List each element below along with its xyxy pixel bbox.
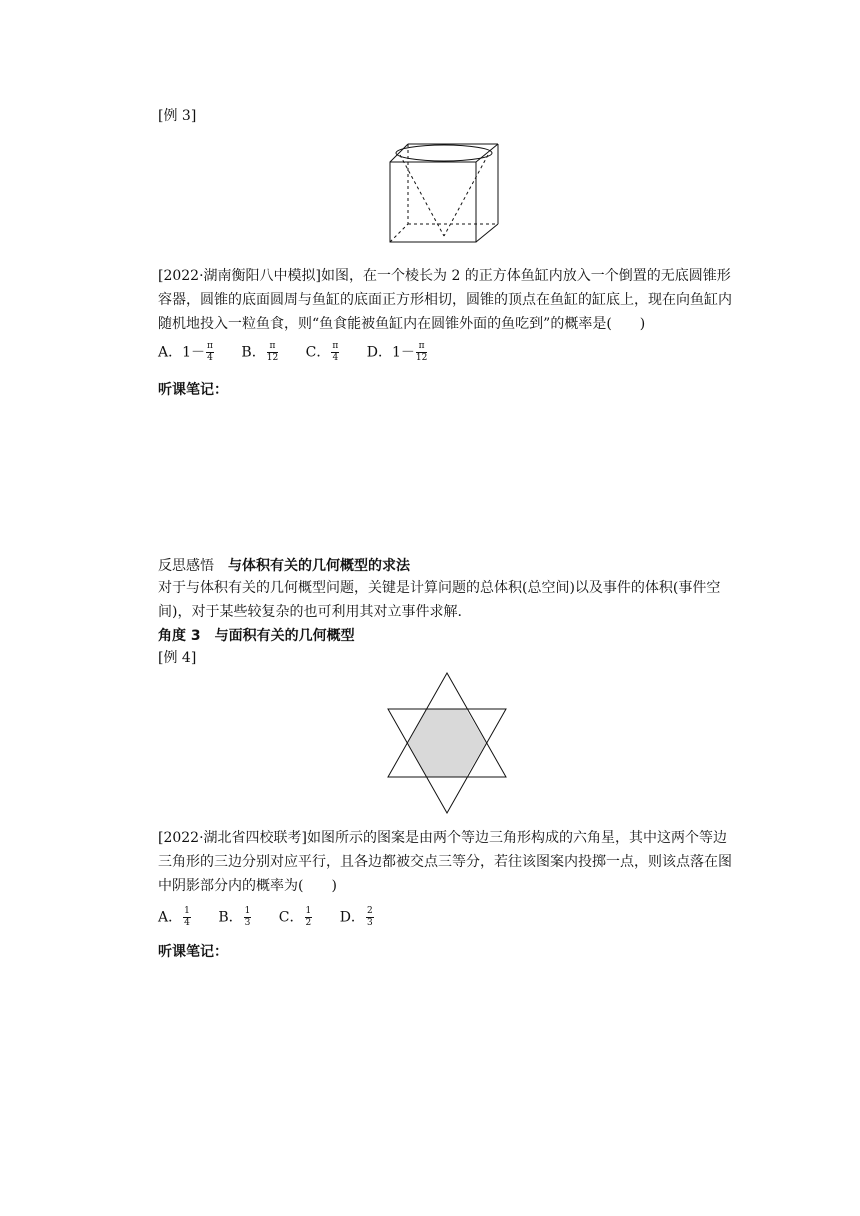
reflection-heading-label: 反思感悟 <box>158 558 214 574</box>
option-d[interactable]: D．1－ $\frac{\pi}{12}$ <box>366 341 428 363</box>
angle-3-label: 角度 3 <box>158 628 201 644</box>
option-c[interactable]: C． $\frac{\pi}{4}$ <box>305 341 339 363</box>
option-d[interactable]: D． $\frac{2}{3}$ <box>339 906 373 928</box>
option-a[interactable]: A． $\frac{1}{4}$ <box>158 906 190 928</box>
example-3-problem: [2022·湖南衡阳八中模拟]如图，在一个棱长为 2 的正方体鱼缸内放入一个倒置的无底圆锥形容器，圆锥的底面圆周与鱼缸的底面正方形相切，圆锥的顶点在鱼缸的缸底上，现在向鱼缸内随机地投入一粒鱼食，则“鱼食能被鱼缸内在圆锥外面的鱼吃到”的概率是( ) <box>158 268 732 332</box>
example-3-label: [例 3] <box>158 108 197 124</box>
example-4-label: [例 4] <box>158 650 197 666</box>
hexagram-figure <box>386 672 508 814</box>
reflection-heading <box>158 558 410 574</box>
cube-cone-figure <box>380 136 505 246</box>
reflection-heading-title: 与体积有关的几何概型的求法 <box>228 558 410 574</box>
example-4-notes-label: 听课笔记： <box>158 944 228 960</box>
option-a[interactable]: A．1－ $\frac{\pi}{4}$ <box>158 341 213 363</box>
option-c[interactable]: C． $\frac{1}{2}$ <box>278 906 312 928</box>
option-b[interactable]: B． $\frac{1}{3}$ <box>218 906 251 928</box>
example-4-problem: [2022·湖北省四校联考]如图所示的图案是由两个等边三角形构成的六角星，其中这两个等边三角形的三边分别对应平行，且各边都被交点三等分，若往该图案内投掷一点，则该点落在图中阴影部分内的概率为( ) <box>158 830 732 894</box>
angle-3-title: 与面积有关的几何概型 <box>214 628 355 644</box>
reflection-body: 对于与体积有关的几何概型问题，关键是计算问题的总体积(总空间)以及事件的体积(事件空间)，对于某些较复杂的也可利用其对立事件求解. <box>158 580 721 620</box>
example-3-notes-label: 听课笔记： <box>158 382 228 398</box>
option-b[interactable]: B． $\frac{\pi}{12}$ <box>241 341 279 363</box>
angle-3-heading <box>158 628 355 644</box>
example-4-options <box>158 906 397 929</box>
example-3-options <box>158 341 450 364</box>
